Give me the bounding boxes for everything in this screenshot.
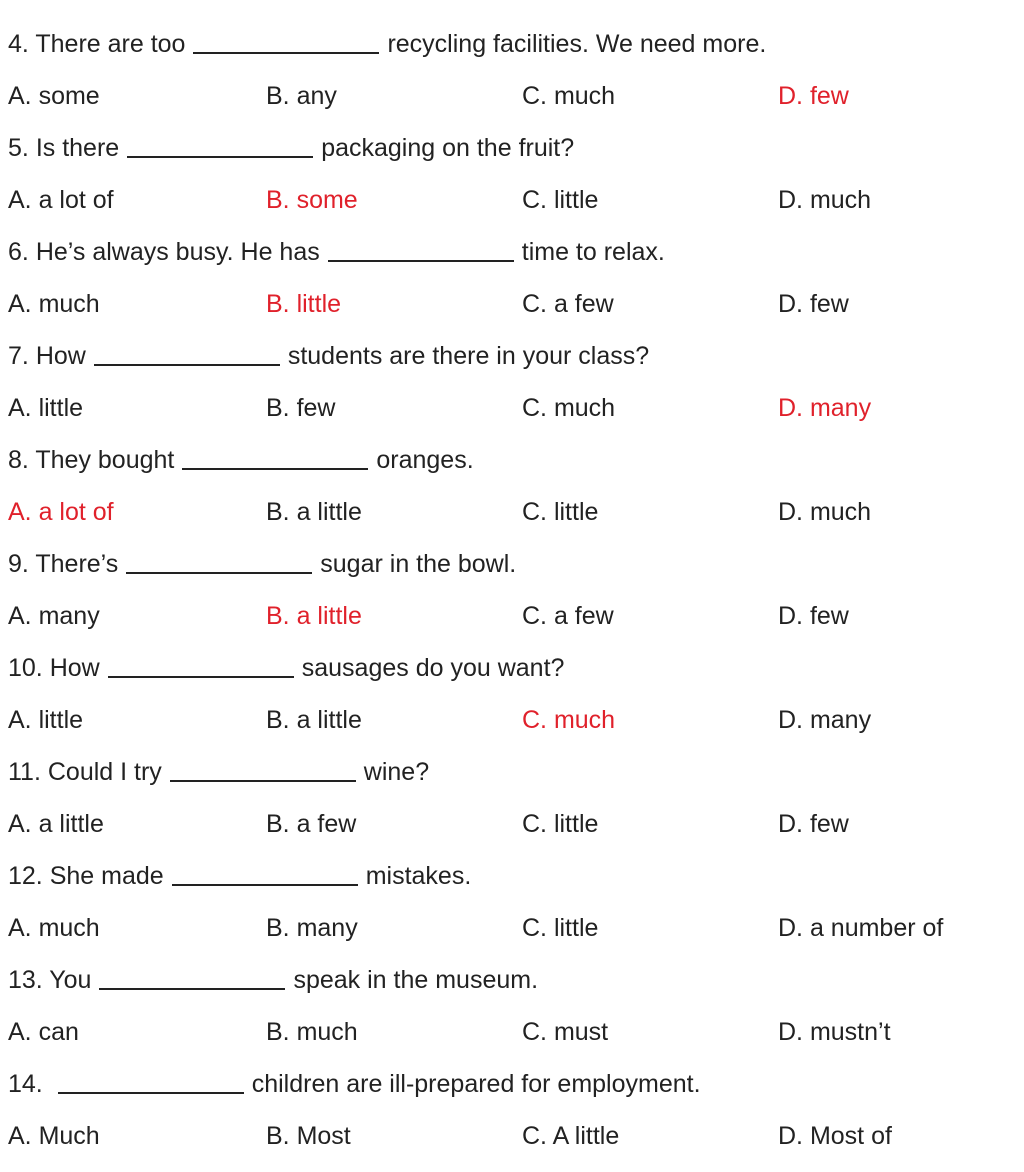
- option-d-highlighted: D. many: [778, 394, 872, 422]
- option-c: C. A little: [522, 1122, 620, 1150]
- option-a: A. much: [8, 290, 100, 318]
- answer-options: [8, 178, 1018, 222]
- question-number: 8.: [8, 446, 29, 474]
- option-c: C. must: [522, 1018, 609, 1046]
- option-a: A. a lot of: [8, 186, 114, 214]
- question-number: 4.: [8, 30, 29, 58]
- question-stem: [8, 334, 649, 378]
- question-text-after: speak in the museum.: [293, 966, 539, 994]
- question-text-before: He’s always busy. He has: [35, 238, 320, 266]
- question-text-after: recycling facilities. We need more.: [387, 30, 767, 58]
- option-a: A. many: [8, 602, 100, 630]
- option-d: D. few: [778, 810, 849, 838]
- option-b: B. any: [266, 82, 337, 110]
- question-number: 9.: [8, 550, 29, 578]
- option-d: D. mustn’t: [778, 1018, 891, 1046]
- question-text-after: wine?: [363, 758, 430, 786]
- answer-options: [8, 802, 1018, 846]
- question-stem: [8, 958, 538, 1002]
- question-7: [8, 334, 1018, 438]
- answer-blank: [58, 1064, 244, 1094]
- answer-options: [8, 1010, 1018, 1054]
- answer-blank: [172, 856, 358, 886]
- option-a: A. much: [8, 914, 100, 942]
- answer-options: [8, 386, 1018, 430]
- option-b: B. many: [266, 914, 358, 942]
- question-number: 12.: [8, 862, 43, 890]
- option-c: C. little: [522, 810, 599, 838]
- option-c: C. little: [522, 186, 599, 214]
- answer-blank: [182, 440, 368, 470]
- question-text-before: There are too: [35, 30, 186, 58]
- option-c: C. a few: [522, 290, 614, 318]
- answer-options: [8, 74, 1018, 118]
- answer-options: [8, 490, 1018, 534]
- option-c: C. a few: [522, 602, 614, 630]
- option-b-highlighted: B. some: [266, 186, 358, 214]
- option-b-highlighted: B. little: [266, 290, 342, 318]
- question-10: [8, 646, 1018, 750]
- question-stem: [8, 438, 474, 482]
- option-d: D. few: [778, 290, 849, 318]
- question-stem: [8, 542, 516, 586]
- question-text-after: packaging on the fruit?: [321, 134, 575, 162]
- option-d: D. Most of: [778, 1122, 892, 1150]
- option-d-highlighted: D. few: [778, 82, 849, 110]
- option-a: A. some: [8, 82, 100, 110]
- question-14: [8, 1062, 1018, 1166]
- question-text-after: sausages do you want?: [301, 654, 565, 682]
- option-c: C. little: [522, 498, 599, 526]
- answer-blank: [193, 24, 379, 54]
- answer-options: [8, 906, 1018, 950]
- question-number: 13.: [8, 966, 43, 994]
- option-a-highlighted: A. a lot of: [8, 498, 114, 526]
- option-d: D. few: [778, 602, 849, 630]
- option-d: D. much: [778, 498, 872, 526]
- question-text-before: There’s: [35, 550, 119, 578]
- option-b: B. a little: [266, 498, 362, 526]
- question-number: 5.: [8, 134, 29, 162]
- option-d: D. much: [778, 186, 872, 214]
- option-b: B. few: [266, 394, 336, 422]
- answer-options: [8, 282, 1018, 326]
- option-c-highlighted: C. much: [522, 706, 616, 734]
- question-text-after: oranges.: [376, 446, 474, 474]
- answer-blank: [108, 648, 294, 678]
- question-stem: [8, 126, 574, 170]
- option-a: A. can: [8, 1018, 79, 1046]
- answer-blank: [127, 128, 313, 158]
- question-number: 7.: [8, 342, 29, 370]
- question-text-before: She made: [49, 862, 164, 890]
- question-12: [8, 854, 1018, 958]
- question-text-before: You: [49, 966, 92, 994]
- question-text-after: students are there in your class?: [287, 342, 650, 370]
- question-11: [8, 750, 1018, 854]
- question-stem: [8, 230, 665, 274]
- question-6: [8, 230, 1018, 334]
- question-number: 10.: [8, 654, 43, 682]
- question-stem: [8, 22, 766, 66]
- answer-blank: [94, 336, 280, 366]
- question-13: [8, 958, 1018, 1062]
- answer-blank: [170, 752, 356, 782]
- option-a: A. little: [8, 394, 84, 422]
- answer-options: [8, 1114, 1018, 1158]
- question-text-after: mistakes.: [365, 862, 472, 890]
- question-text-after: sugar in the bowl.: [320, 550, 517, 578]
- question-4: [8, 22, 1018, 126]
- question-text-before: How: [49, 654, 100, 682]
- worksheet: [8, 22, 1018, 1166]
- answer-blank: [126, 544, 312, 574]
- option-d: D. a number of: [778, 914, 944, 942]
- answer-options: [8, 698, 1018, 742]
- question-text-after: time to relax.: [521, 238, 665, 266]
- option-a: A. little: [8, 706, 84, 734]
- question-9: [8, 542, 1018, 646]
- option-c: C. little: [522, 914, 599, 942]
- option-a: A. a little: [8, 810, 104, 838]
- question-number: 11.: [8, 758, 41, 786]
- option-b: B. Most: [266, 1122, 351, 1150]
- option-b: B. a few: [266, 810, 357, 838]
- question-number: 14.: [8, 1070, 43, 1098]
- question-number: 6.: [8, 238, 29, 266]
- question-stem: [8, 646, 564, 690]
- question-5: [8, 126, 1018, 230]
- option-d: D. many: [778, 706, 872, 734]
- question-text-before: Could I try: [47, 758, 162, 786]
- option-a: A. Much: [8, 1122, 100, 1150]
- option-b: B. much: [266, 1018, 358, 1046]
- question-text-before: Is there: [35, 134, 120, 162]
- answer-blank: [328, 232, 514, 262]
- option-c: C. much: [522, 394, 616, 422]
- question-text-before: They bought: [35, 446, 175, 474]
- option-c: C. much: [522, 82, 616, 110]
- question-text-after: children are ill-prepared for employment.: [251, 1070, 701, 1098]
- answer-options: [8, 594, 1018, 638]
- question-stem: [8, 1062, 701, 1106]
- question-stem: [8, 854, 471, 898]
- question-text-before: How: [35, 342, 86, 370]
- option-b-highlighted: B. a little: [266, 602, 362, 630]
- answer-blank: [99, 960, 285, 990]
- option-b: B. a little: [266, 706, 362, 734]
- question-stem: [8, 750, 429, 794]
- question-8: [8, 438, 1018, 542]
